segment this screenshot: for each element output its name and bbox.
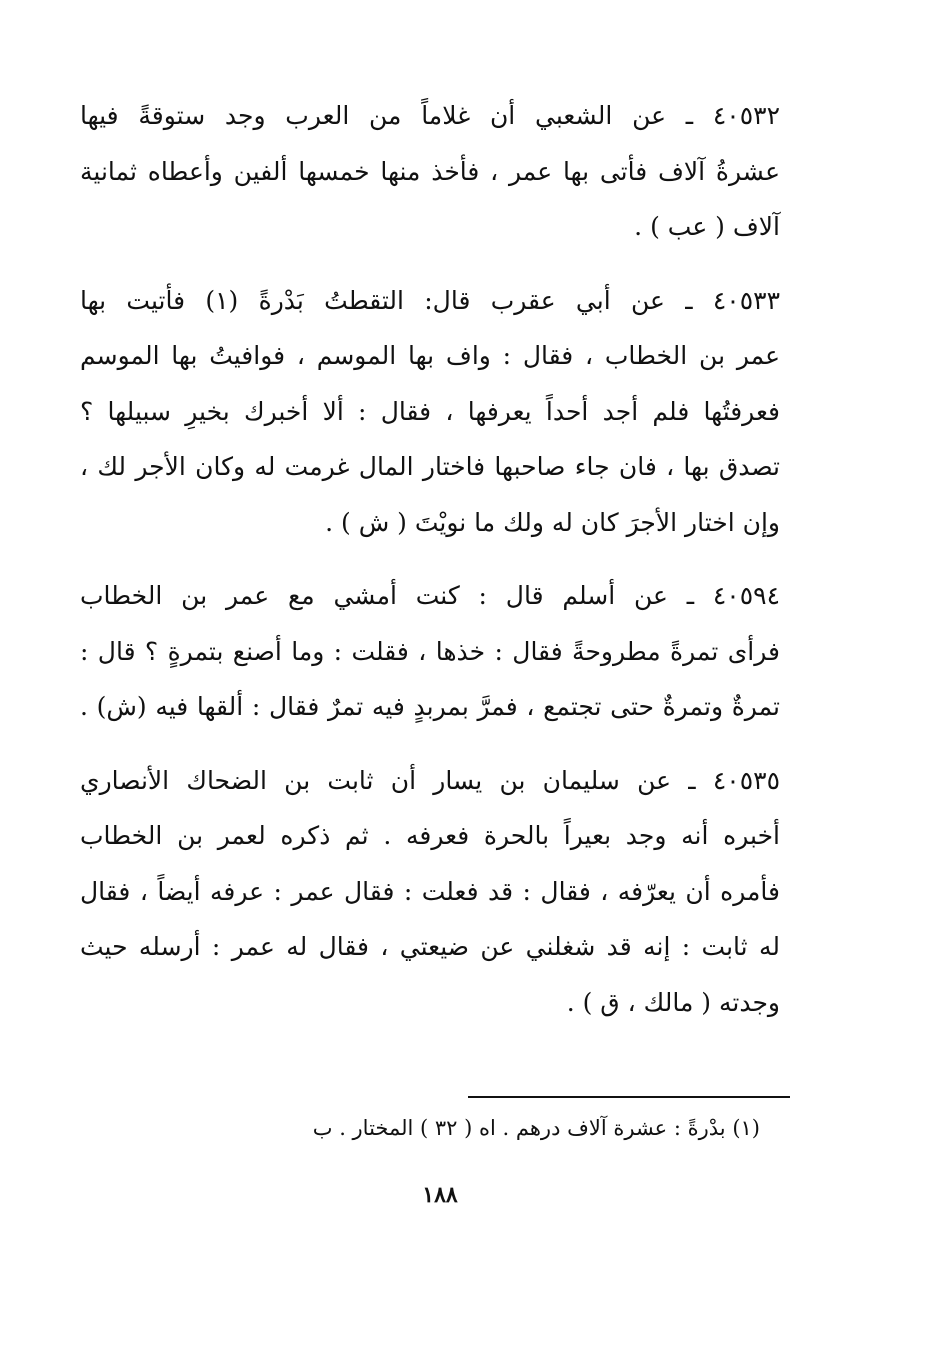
text-line: ٤٠٥٣٢ ـ عن الشعبي أن غلاماً من العرب وجد ستوقةً فيها: [80, 101, 780, 130]
text-line: وإن اختار الأجرَ كان له ولك ما نويْتَ ( ش ) .: [325, 507, 780, 537]
text-line: آلاف ( عب ) .: [634, 212, 780, 241]
text-line: وجدته ( مالك ، ق ) .: [566, 987, 780, 1017]
hadith-entry-40532: [80, 88, 780, 255]
text-line: أخبره أنه وجد بعيراً بالحرة فعرفه . ثم ذكره لعمر بن الخطاب: [80, 821, 780, 850]
text-line: عمر بن الخطاب ، فقال : واف بها الموسم ، فوافيتُ بها الموسم: [80, 341, 780, 370]
hadith-entry-40594: [80, 568, 780, 735]
hadith-entry-40535: [80, 753, 780, 1031]
footnote: (١) بدْرةً : عشرة آلاف درهم . اه ( ٣٢ ) المختار . ب: [312, 1116, 760, 1140]
text-line: فعرفتُها فلم أجد أحداً يعرفها ، فقال : ألا أخبرك بخيرِ سبيلها ؟: [80, 396, 780, 426]
footnote-divider: [468, 1096, 790, 1098]
page-number: ١٨٨: [422, 1182, 458, 1208]
text-line: فأمره أن يعرّفه ، فقال : قد فعلت : فقال عمر : عرفه أيضاً ، فقال: [80, 876, 780, 906]
text-line: له ثابت : إنه قد شغلني عن ضيعتي ، فقال له عمر : أرسله حيث: [80, 932, 780, 961]
text-line: تمرةٌ وتمرةٌ حتى تجتمع ، فمرَّ بمربدٍ فيه تمرٌ فقال : ألقها فيه (ش) .: [80, 692, 780, 721]
text-line: ٤٠٥٩٤ ـ عن أسلم قال : كنت أمشي مع عمر بن الخطاب: [80, 581, 780, 610]
hadith-entry-40533: [80, 273, 780, 551]
main-text: [80, 88, 780, 1048]
text-line: ٤٠٥٣٥ ـ عن سليمان بن يسار أن ثابت بن الضحاك الأنصاري: [80, 765, 780, 795]
text-line: فرأى تمرةً مطروحةً فقال : خذها ، فقلت : وما أصنع بتمرةٍ ؟ قال :: [80, 636, 780, 666]
text-line: تصدق بها ، فان جاء صاحبها فاختار المال غرمت له وكان الأجر لك ،: [80, 452, 780, 481]
text-line: ٤٠٥٣٣ ـ عن أبي عقرب قال: التقطتُ بَدْرةً (١) فأتيت بها: [80, 285, 780, 315]
text-line: عشرةُ آلاف فأتى بها عمر ، فأخذ منها خمسها ألفين وأعطاه ثمانية: [80, 156, 780, 186]
